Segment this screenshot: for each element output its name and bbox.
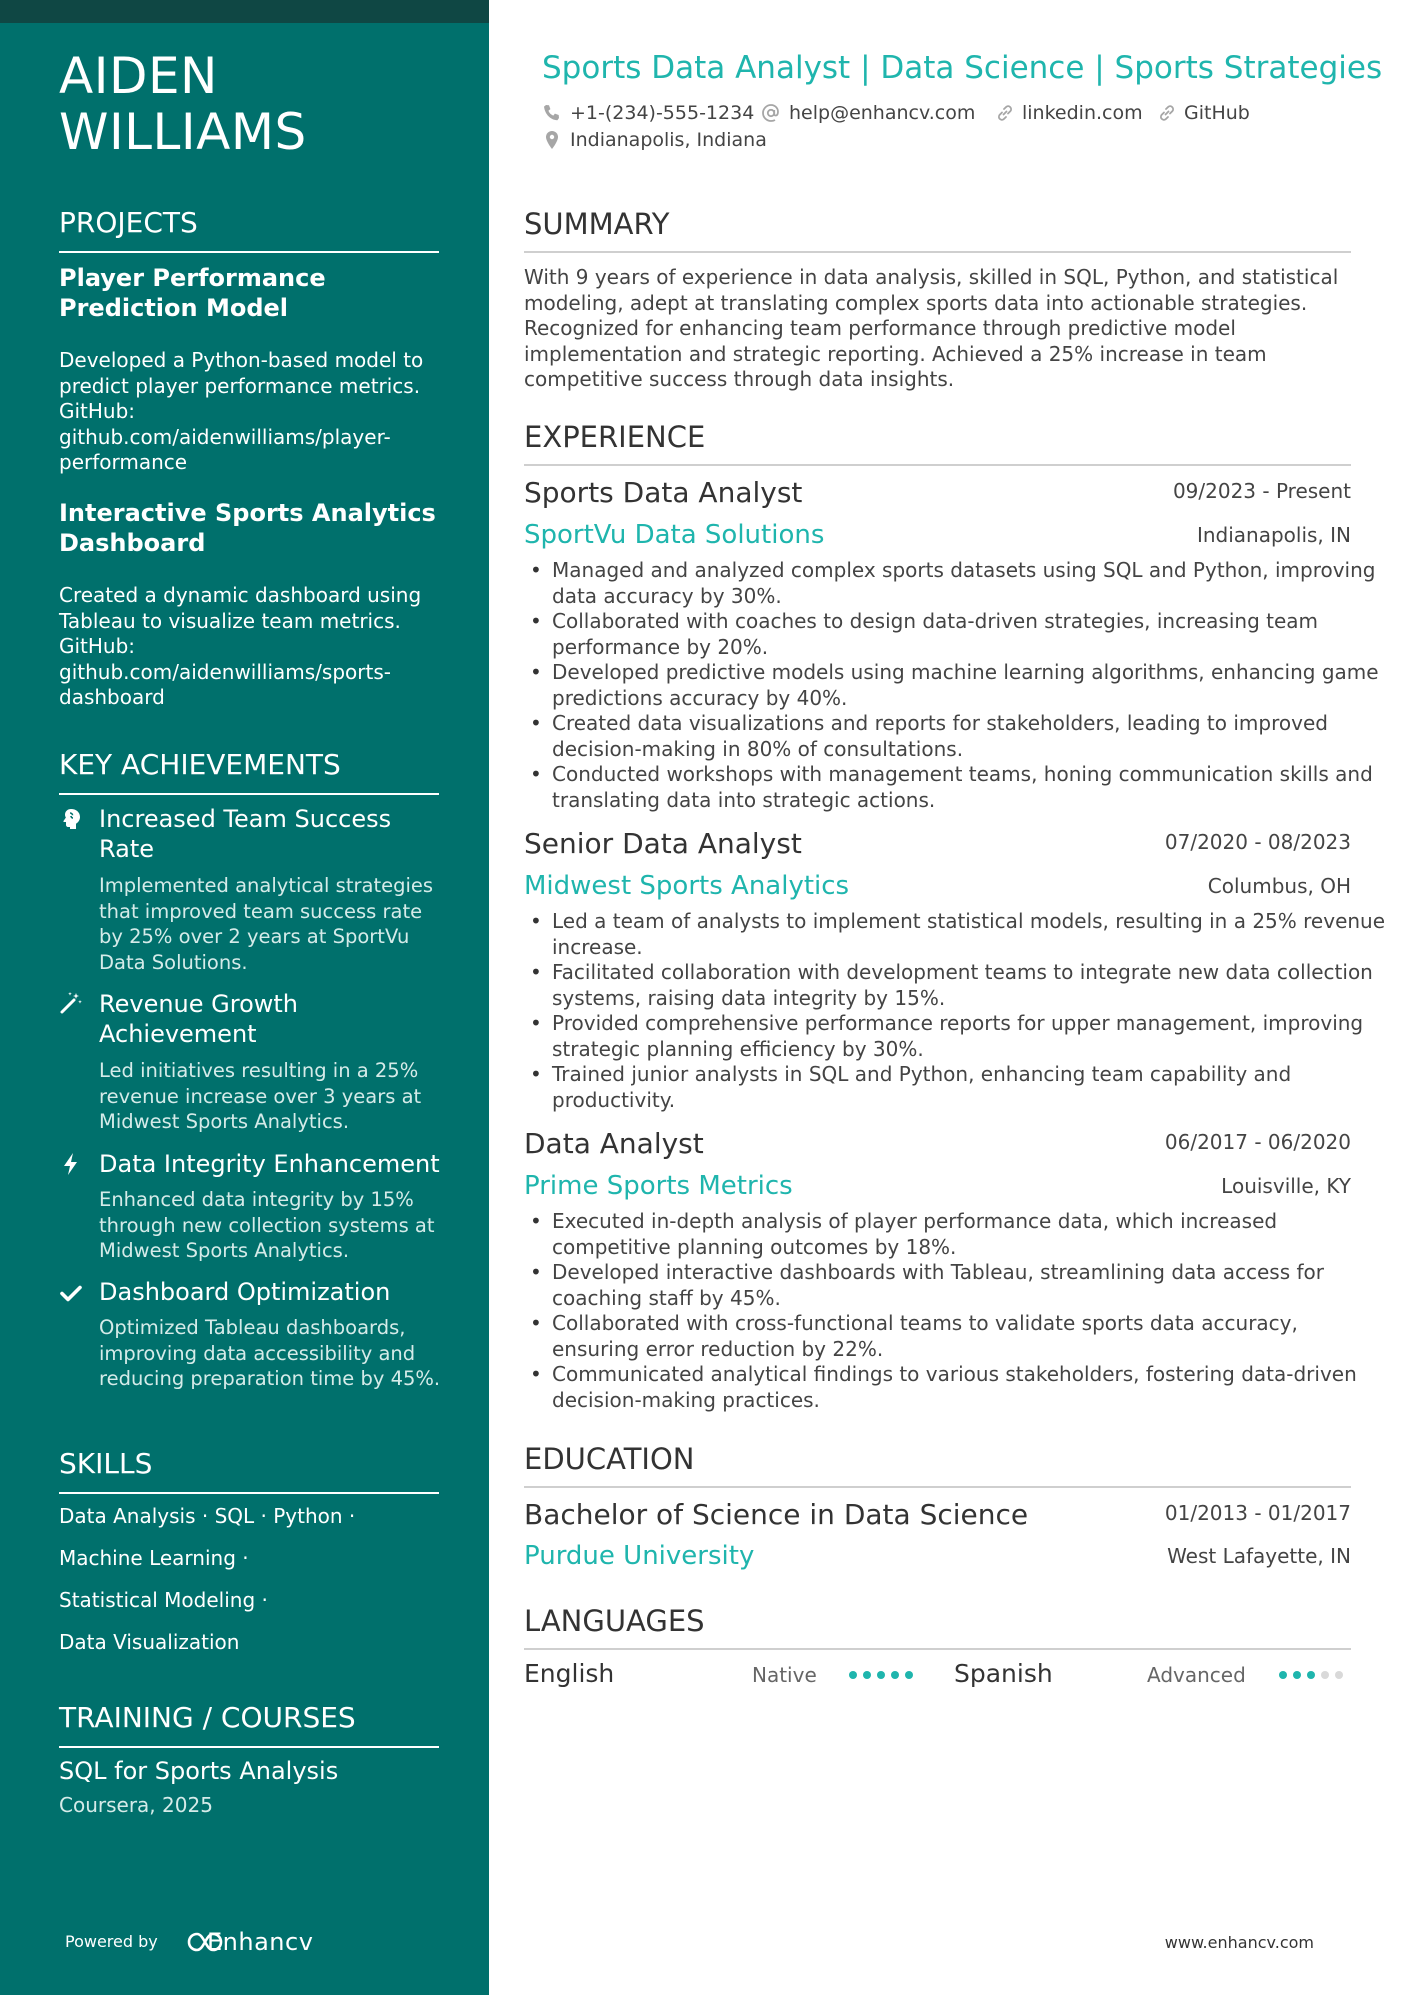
- summary-text: With 9 years of experience in data analysis, skilled in SQL, Python, and statistical modeling, adept at translating complex sports data into actionable strategies. Recognized for enhancing team performance through predictive model implementation and strategic reporting. Achieved a 25% increase in team competitive success through data insights.: [524, 265, 1339, 391]
- languages-heading: LANGUAGES: [524, 1604, 1351, 1650]
- project-title: Player Performance Prediction Model: [59, 264, 326, 322]
- school-name: Purdue University: [524, 1541, 755, 1571]
- rating-dot-filled: [863, 1671, 871, 1679]
- sidebar: [0, 0, 489, 1995]
- rating-dot-filled: [1279, 1671, 1287, 1679]
- job-bullets: [524, 909, 1387, 1113]
- skills-line: Data Visualization: [59, 1630, 240, 1654]
- lightning-icon: [59, 1152, 83, 1176]
- education-dates: 01/2013 - 01/2017: [1164, 1501, 1351, 1525]
- projects-heading: PROJECTS: [59, 207, 439, 253]
- achievement-description: Led initiatives resulting in a 25% revenue increase over 3 years at Midwest Sports Analytics.: [99, 1059, 422, 1133]
- checkmark-icon: [59, 1281, 83, 1305]
- powered-by-label: Powered by: [65, 1932, 158, 1951]
- github-link[interactable]: GitHub: [1184, 102, 1250, 124]
- company-name: Prime Sports Metrics: [524, 1171, 793, 1201]
- job-bullet: • Led a team of analysts to implement statistical models, resulting in a 25% revenue increase.: [552, 909, 1387, 960]
- education-heading: EDUCATION: [524, 1442, 1351, 1488]
- at-sign-icon: [761, 103, 781, 123]
- achievement-title: Increased Team Success Rate: [99, 805, 392, 863]
- resume-headline: Sports Data Analyst | Data Science | Sports Strategies: [542, 50, 1383, 86]
- job-bullet: • Collaborated with coaches to design data-driven strategies, increasing team performance by 20%.: [552, 609, 1387, 660]
- job-bullets: [524, 558, 1387, 813]
- company-name: SportVu Data Solutions: [524, 520, 825, 550]
- language-level: Native: [752, 1663, 817, 1687]
- achievement-description: Implemented analytical strategies that improved team success rate by 25% over 2 years at SportVu Data Solutions.: [99, 874, 434, 974]
- phone-icon: [542, 103, 562, 123]
- job-location: Louisville, KY: [1221, 1174, 1351, 1198]
- email-link[interactable]: help@enhancv.com: [789, 102, 976, 124]
- job-dates: 09/2023 - Present: [1172, 479, 1351, 503]
- skills-line: Data Analysis · SQL · Python ·: [59, 1504, 356, 1528]
- job-bullet: • Managed and analyzed complex sports datasets using SQL and Python, improving data accuracy by 30%.: [552, 558, 1387, 609]
- rating-dot-filled: [1293, 1671, 1301, 1679]
- rating-dot-filled: [849, 1671, 857, 1679]
- link-icon: [995, 103, 1015, 123]
- location-text: Indianapolis, Indiana: [570, 129, 767, 151]
- summary-heading: SUMMARY: [524, 207, 1351, 253]
- phone-link[interactable]: +1-(234)-555-1234: [570, 102, 755, 124]
- project-title: Interactive Sports Analytics Dashboard: [59, 499, 436, 557]
- job-bullet: • Communicated analytical findings to various stakeholders, fostering data-driven decision-making practices.: [552, 1362, 1387, 1413]
- sidebar-top-band: [0, 0, 489, 23]
- job-title: Sports Data Analyst: [524, 476, 803, 509]
- job-bullet: • Trained junior analysts in SQL and Python, enhancing team capability and productivity.: [552, 1062, 1387, 1113]
- course-provider: Coursera, 2025: [59, 1793, 213, 1817]
- job-bullet: • Executed in-depth analysis of player performance data, which increased competitive planning outcomes by 18%.: [552, 1209, 1387, 1260]
- job-location: Indianapolis, IN: [1196, 523, 1351, 547]
- achievement-title: Revenue Growth Achievement: [99, 990, 299, 1048]
- job-dates: 06/2017 - 06/2020: [1164, 1130, 1351, 1154]
- language-name: Spanish: [954, 1659, 1053, 1688]
- job-title: Data Analyst: [524, 1127, 704, 1160]
- achievement-description: Enhanced data integrity by 15% through new collection systems at Midwest Sports Analytics.: [99, 1188, 435, 1262]
- degree-title: Bachelor of Science in Data Science: [524, 1498, 1029, 1531]
- rating-dot-filled: [877, 1671, 885, 1679]
- skills-line: Statistical Modeling ·: [59, 1588, 268, 1612]
- rating-dot-filled: [891, 1671, 899, 1679]
- experience-heading: EXPERIENCE: [524, 420, 1351, 466]
- job-bullets: [524, 1209, 1387, 1413]
- magic-wand-icon: [59, 991, 83, 1015]
- rating-dot-empty: [1335, 1671, 1343, 1679]
- link-icon: [1157, 103, 1177, 123]
- achievement-description: Optimized Tableau dashboards, improving data accessibility and reducing preparation time by 45%.: [99, 1316, 441, 1390]
- language-name: English: [524, 1659, 615, 1688]
- language-level: Advanced: [1147, 1663, 1246, 1687]
- skills-heading: SKILLS: [59, 1448, 439, 1494]
- rating-dot-empty: [1321, 1671, 1329, 1679]
- location-pin-icon: [542, 130, 562, 150]
- course-title: SQL for Sports Analysis: [59, 1757, 339, 1785]
- company-name: Midwest Sports Analytics: [524, 871, 850, 901]
- job-title: Senior Data Analyst: [524, 827, 802, 860]
- job-bullet: • Provided comprehensive performance reports for upper management, improving strategic planning efficiency by 30%.: [552, 1011, 1387, 1062]
- linkedin-link[interactable]: linkedin.com: [1022, 102, 1143, 124]
- job-bullet: • Facilitated collaboration with development teams to integrate new data collection systems, raising data integrity by 15%.: [552, 960, 1387, 1011]
- training-heading: TRAINING / COURSES: [59, 1702, 439, 1748]
- brain-icon: [59, 807, 83, 831]
- achievements-heading: KEY ACHIEVEMENTS: [59, 749, 439, 795]
- job-bullet: • Created data visualizations and reports for stakeholders, leading to improved decision-making in 80% of consultations.: [552, 711, 1387, 762]
- job-bullet: • Collaborated with cross-functional teams to validate sports data accuracy, ensuring error reduction by 22%.: [552, 1311, 1387, 1362]
- project-description: Created a dynamic dashboard using Tableau to visualize team metrics. GitHub: github.com/aidenwilliams/sports-dashboard: [59, 583, 422, 709]
- achievement-title: Dashboard Optimization: [99, 1278, 391, 1306]
- job-bullet: • Developed interactive dashboards with Tableau, streamlining data access for coaching staff by 45%.: [552, 1260, 1387, 1311]
- project-description: Developed a Python-based model to predict player performance metrics. GitHub: github.com/aidenwilliams/player-performance: [59, 348, 424, 474]
- achievement-title: Data Integrity Enhancement: [99, 1150, 440, 1178]
- job-bullet: • Developed predictive models using machine learning algorithms, enhancing game predictions accuracy by 40%.: [552, 660, 1387, 711]
- enhancv-brand-name[interactable]: Enhancv: [207, 1928, 314, 1956]
- job-bullet: • Conducted workshops with management teams, honing communication skills and translating data into strategic actions.: [552, 762, 1387, 813]
- rating-dot-filled: [1307, 1671, 1315, 1679]
- skills-line: Machine Learning ·: [59, 1546, 249, 1570]
- rating-dot-filled: [905, 1671, 913, 1679]
- job-dates: 07/2020 - 08/2023: [1164, 830, 1351, 854]
- job-location: Columbus, OH: [1207, 874, 1351, 898]
- education-location: West Lafayette, IN: [1167, 1544, 1351, 1568]
- candidate-name: AIDEN WILLIAMS: [59, 47, 307, 161]
- footer-website[interactable]: www.enhancv.com: [1164, 1933, 1314, 1952]
